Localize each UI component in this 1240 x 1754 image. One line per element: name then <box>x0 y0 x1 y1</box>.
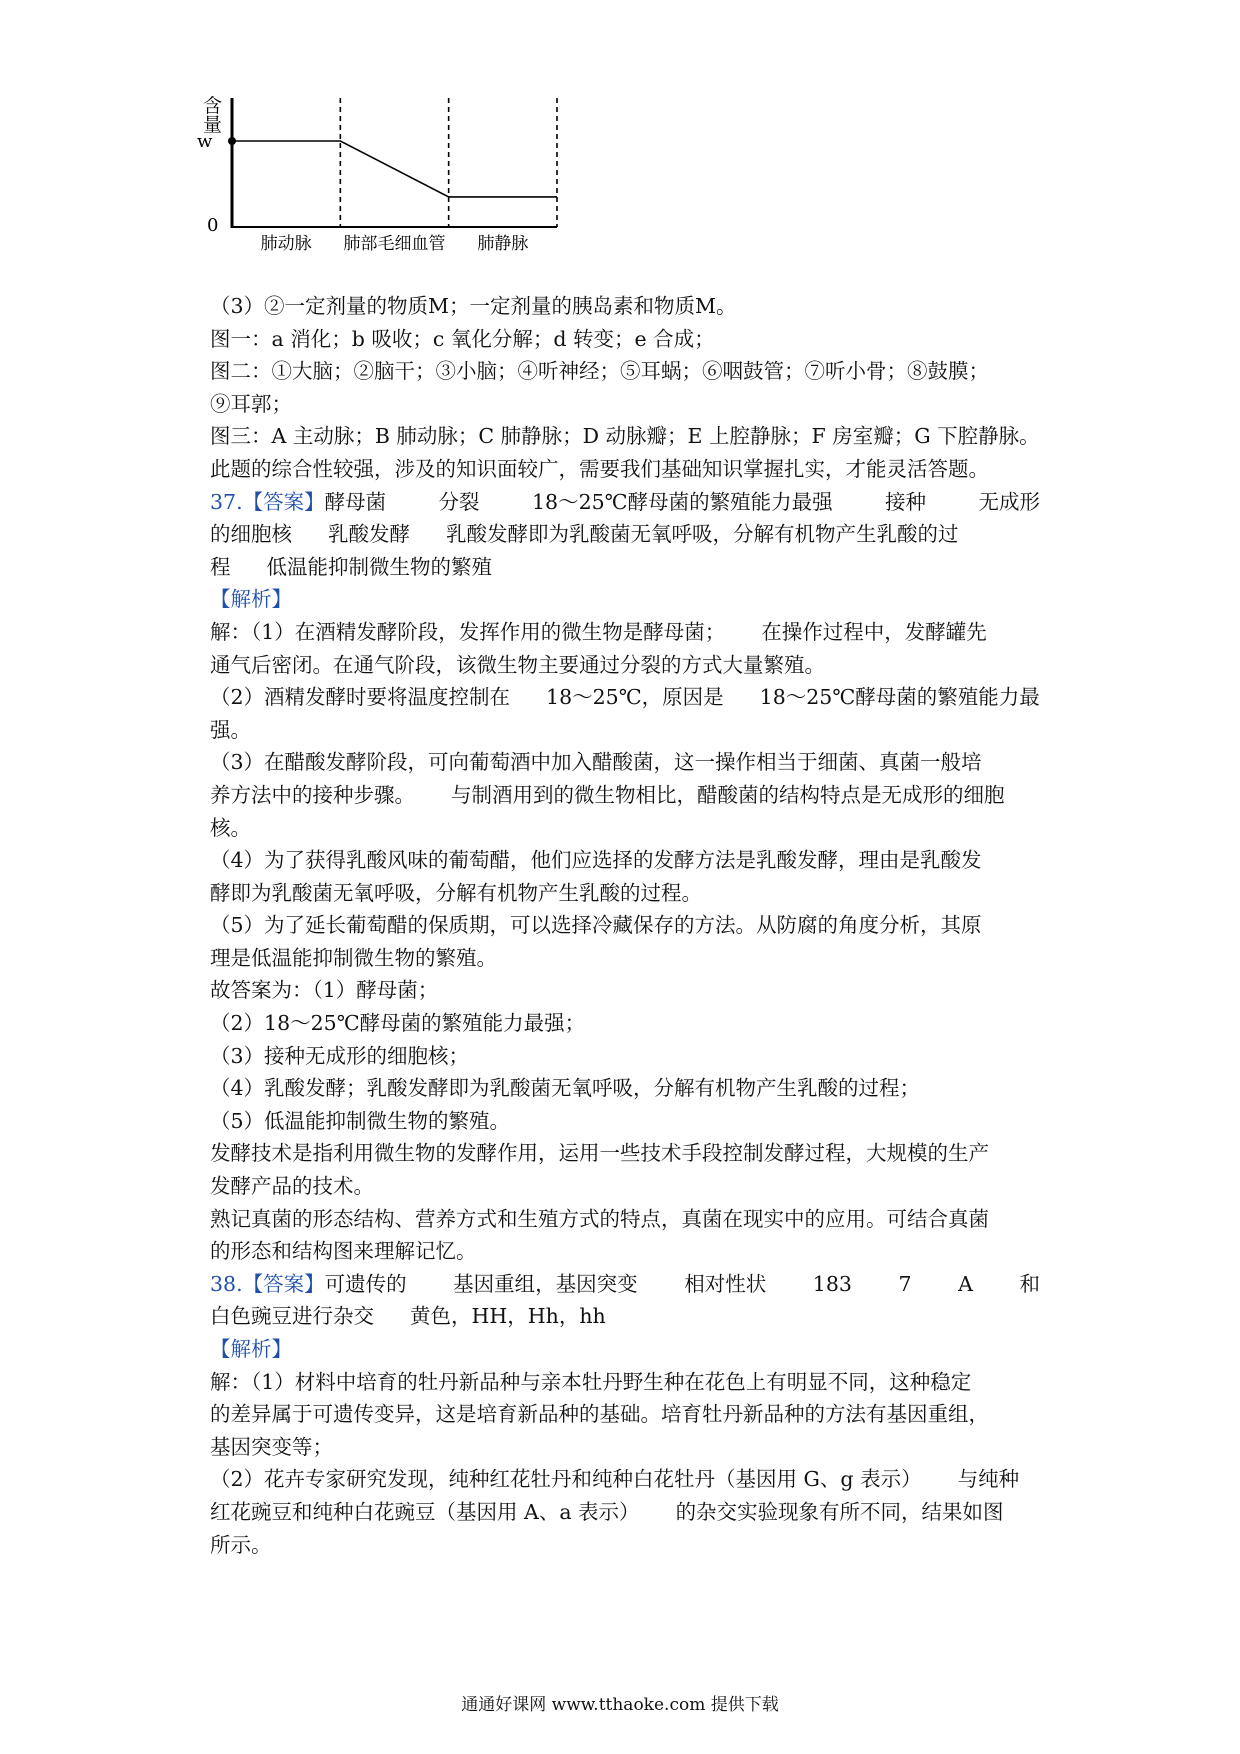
text-line: （3）②一定剂量的物质M；一定剂量的胰岛素和物质M。 <box>210 294 737 318</box>
text-line: 所示。 <box>210 1532 272 1557</box>
answer-item: 低温能抑制微生物的繁殖 <box>266 554 492 579</box>
answer-item: 乳酸发酵 <box>328 522 410 547</box>
analysis-tag: 【解析】 <box>210 1337 292 1361</box>
answer-38-row <box>210 1300 1040 1333</box>
text-span: （2）酒精发酵时要将温度控制在 <box>210 685 511 710</box>
answer-item: 酵母菌 <box>324 489 387 514</box>
text-line: （5）为了延长葡萄醋的保质期，可以选择冷藏保存的方法。从防腐的角度分析，其原 <box>210 913 982 938</box>
text-span: 与纯种 <box>957 1467 1020 1492</box>
text-span: 与制酒用到的微生物相比，醋酸菌的结构特点是无成形的细胞 <box>451 782 1005 807</box>
text-line: 图三：A 主动脉；B 肺动脉；C 肺静脉；D 动脉瓣；E 上腔静脉；F 房室瓣；G 下腔静脉。 <box>210 424 1040 449</box>
text-line: 核。 <box>210 815 251 840</box>
data-point-start <box>228 137 236 145</box>
answer-37-first <box>210 486 386 519</box>
answer-tag: 【答案】 <box>242 1271 325 1296</box>
content-line-chart <box>197 95 635 283</box>
category-dividers <box>340 98 557 227</box>
text-line: （3）在醋酸发酵阶段，可向葡萄酒中加入醋酸菌，这一操作相当于细菌、真菌一般培 <box>210 750 982 775</box>
question-number: 37. <box>210 489 243 514</box>
text-span: 解：（1）在酒精发酵阶段，发挥作用的微生物是酵母菌； <box>210 619 726 644</box>
text-line: 通气后密闭。在通气阶段，该微生物主要通过分裂的方式大量繁殖。 <box>210 652 825 677</box>
answer-37-row <box>210 551 1040 584</box>
text-line <box>210 681 1040 714</box>
series-line <box>232 141 557 197</box>
text-line: 酵即为乳酸菌无氧呼吸，分解有机物产生乳酸的过程。 <box>210 880 702 905</box>
text-line: 的形态和结构图来理解记忆。 <box>210 1239 477 1264</box>
answer-item: 可遗传的 <box>324 1271 407 1296</box>
answer-item: 无成形 <box>978 489 1040 514</box>
answer-item: 相对性状 <box>684 1271 767 1296</box>
text-line: （3）接种无成形的细胞核； <box>210 1043 470 1068</box>
y-tick-label-w: w <box>197 131 213 152</box>
text-line: ⑨耳郭； <box>210 391 292 416</box>
text-line: （4）乳酸发酵；乳酸发酵即为乳酸菌无氧呼吸，分解有机物产生乳酸的过程； <box>210 1076 921 1101</box>
text-span: 红花豌豆和纯种白花豌豆（基因用 A、a 表示） <box>210 1499 640 1524</box>
text-span: 18～25℃，原因是 <box>546 685 724 710</box>
answer-item: A <box>958 1271 973 1296</box>
answer-37-row <box>210 518 1040 551</box>
y-axis-label <box>203 95 222 136</box>
answer-item: 7 <box>898 1271 912 1296</box>
text-line: 故答案为：（1）酵母菌； <box>210 978 439 1003</box>
data-series <box>228 137 557 197</box>
y-axis-label-char: 量 <box>203 114 223 136</box>
text-span: （2）花卉专家研究发现，纯种红花牡丹和纯种白花牡丹（基因用 G、g 表示） <box>210 1467 922 1492</box>
text-line: 发酵技术是指利用微生物的发酵作用，运用一些技术手段控制发酵过程，大规模的生产 <box>210 1141 989 1166</box>
text-line <box>210 1463 1040 1496</box>
answer-item: 分裂 <box>438 489 480 514</box>
answer-item: 程 <box>210 554 231 579</box>
analysis-tag: 【解析】 <box>210 587 292 612</box>
text-line <box>210 1496 1040 1529</box>
text-line: （4）为了获得乳酸风味的葡萄醋，他们应选择的发酵方法是乳酸发酵，理由是乳酸发 <box>210 848 982 873</box>
x-category-label: 肺动脉 <box>260 234 312 254</box>
answer-tag: 【答案】 <box>242 489 325 514</box>
answer-item: 接种 <box>885 489 927 514</box>
y-axis-label-char: 含 <box>203 95 223 117</box>
answer-item: 乳酸发酵即为乳酸菌无氧呼吸，分解有机物产生乳酸的过 <box>446 522 959 547</box>
text-line: 的差异属于可遗传变异，这是培育新品种的基础。培育牡丹新品种的方法有基因重组， <box>210 1402 989 1427</box>
answer-item: 白色豌豆进行杂交 <box>210 1304 374 1329</box>
answer-item: 18～25℃酵母菌的繁殖能力最强 <box>531 489 833 514</box>
answer-38-row <box>210 1268 1040 1301</box>
text-line: （2）18～25℃酵母菌的繁殖能力最强； <box>210 1011 586 1036</box>
x-category-labels <box>261 234 529 254</box>
page-footer: 通通好课网 www.tthaoke.com 提供下载 <box>461 1695 779 1715</box>
text-line: 图一：a 消化；b 吸收；c 氧化分解；d 转变；e 合成； <box>210 326 715 351</box>
text-line: 基因突变等； <box>210 1434 333 1459</box>
x-category-label: 肺部毛细血管 <box>343 234 446 254</box>
text-span: 养方法中的接种步骤。 <box>210 782 415 807</box>
answer-item: 基因重组，基因突变 <box>453 1271 638 1296</box>
text-line: 发酵产品的技术。 <box>210 1174 374 1199</box>
text-span: 18～25℃酵母菌的繁殖能力最 <box>759 685 1040 710</box>
answer-item: 的细胞核 <box>210 522 292 547</box>
y-tick-labels <box>197 131 218 236</box>
answer-38-first <box>210 1268 407 1301</box>
answer-37-row <box>210 486 1040 519</box>
text-span: 在操作过程中，发酵罐先 <box>761 619 987 644</box>
text-line: 理是低温能抑制微生物的繁殖。 <box>210 945 497 970</box>
text-span: 的杂交实验现象有所不同，结果如图 <box>675 1499 1004 1524</box>
answer-item: 和 <box>1019 1271 1040 1296</box>
text-line <box>210 616 1040 649</box>
answer-item: 183 <box>812 1271 852 1296</box>
question-number: 38. <box>210 1271 243 1296</box>
text-line: 此题的综合性较强，涉及的知识面较广，需要我们基础知识掌握扎实，才能灵活答题。 <box>210 456 989 481</box>
answer-item: 黄色，HH，Hh，hh <box>410 1304 606 1329</box>
document-body <box>210 290 1040 1561</box>
y-tick-label-0: 0 <box>207 215 219 236</box>
text-line: 强。 <box>210 717 251 742</box>
text-line: （5）低温能抑制微生物的繁殖。 <box>210 1108 511 1133</box>
x-category-label: 肺静脉 <box>477 234 529 254</box>
text-line: 解：（1）材料中培育的牡丹新品种与亲本牡丹野生种在花色上有明显不同，这种稳定 <box>210 1369 972 1394</box>
text-line: 熟记真菌的形态结构、营养方式和生殖方式的特点，真菌在现实中的应用。可结合真菌 <box>210 1206 989 1231</box>
text-line <box>210 779 1040 812</box>
text-line: 图二：①大脑；②脑干；③小脑；④听神经；⑤耳蜗；⑥咽鼓管；⑦听小骨；⑧鼓膜； <box>210 359 989 384</box>
